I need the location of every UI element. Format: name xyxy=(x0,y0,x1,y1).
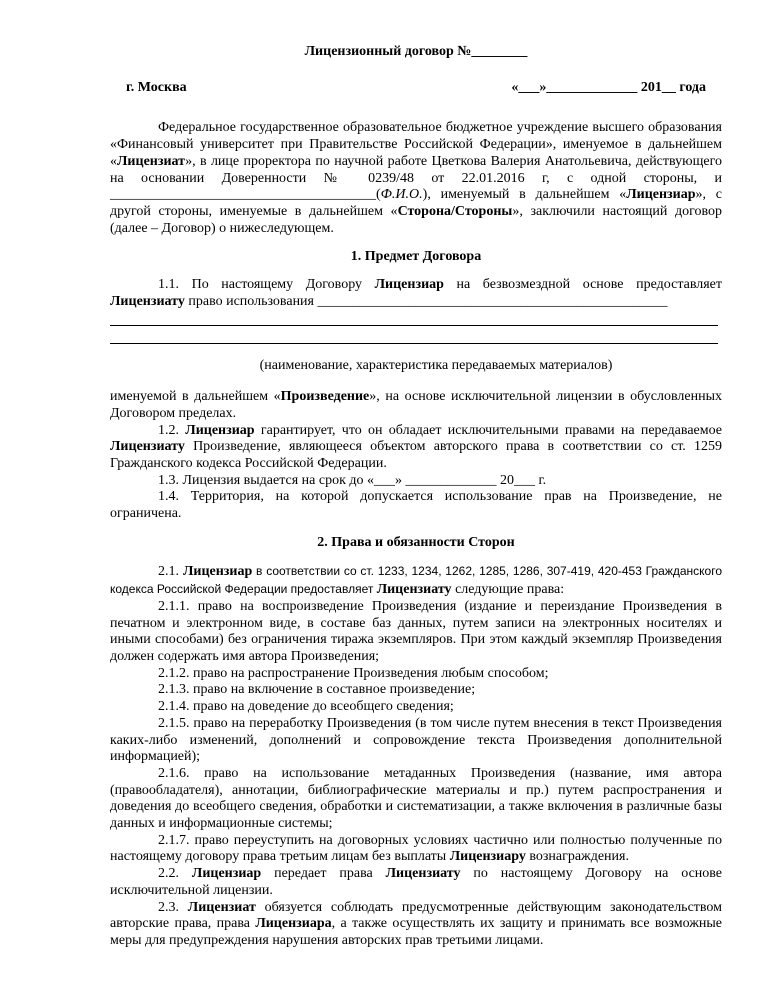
clause-1-3: 1.3. Лицензия выдается на срок до «___» _____________ 20___ г. xyxy=(158,472,547,488)
document-page xyxy=(110,40,722,950)
intro-paragraph: Федеральное государственное образовательное бюджетное учреждение высшего образования «Финансовый университет при Правительстве Российской Федерации», именуемое в дальнейшем «Лицензиат», в лице проректора по научной работе Цветкова Валерия Анатольевича, действующего на основании Доверенности № 0239/48 от 22.01.2016 г, с одной стороны, и ______________________________________(Ф.И.О.), именуемый в дальнейшем «Лицензиар», с другой стороны, именуемые в дальнейшем «Сторона/Стороны», заключили настоящий договор (далее – Договор) о нижеследующем. xyxy=(110,120,723,236)
blank-line xyxy=(110,310,718,326)
licensee-term: Лицензиат xyxy=(117,153,186,169)
clause-2-1-3: 2.1.3. право на включение в составное произведение; xyxy=(158,682,476,698)
clause-2-1-4: 2.1.4. право на доведение до всеобщего сведения; xyxy=(158,699,454,715)
clause-2-1-2: 2.1.2. право на распространение Произведения любым способом; xyxy=(158,665,549,681)
clause-2-1-1: 2.1.1. право на воспроизведение Произведения (издание и переиздание Произведения в печатном и электронном виде, в составе баз данных, путем записи на электронных носителях и иными способами) без ограничения тиража экземпляров. При этом каждый экземпляр Произведения должен содержать имя автора Произведения; xyxy=(110,598,722,664)
fio-placeholder: Ф.И.О. xyxy=(380,187,423,203)
materials-caption: (наименование, характеристика передаваемых материалов) xyxy=(259,358,613,374)
blank-line xyxy=(110,328,718,344)
clause-2-1-5: 2.1.5. право на переработку Произведения (в том числе путем внесения в текст Произведения каких-либо изменений, дополнений и сопровождение текста Произведения дополнительной информацией); xyxy=(110,715,722,765)
clause-2-2: 2.2. Лицензиар передает права Лицензиату по настоящему Договору на основе исключительной лицензии. xyxy=(110,866,723,898)
clause-1-4: 1.4. Территория, на которой допускается использование прав на Произведение, не ограничена. xyxy=(110,489,722,522)
date-field: «___»_____________ 201__ года xyxy=(511,79,706,95)
clause-1-2: 1.2. Лицензиар гарантирует, что он обладает исключительными правами на передаваемое Лицензиату Произведение, являющееся объектом авторского права в соответствии со ст. 1259 Гражданского кодекса Российской Федерации. xyxy=(110,422,722,471)
city: г. Москва xyxy=(126,79,187,95)
clause-1-1: 1.1. По настоящему Договору Лицензиар на безвозмездной основе предоставляет Лицензиату право использования __________________________________________________ xyxy=(110,277,722,309)
section-1-heading: 1. Предмет Договора xyxy=(350,249,482,265)
clause-1-1-cont: именуемой в дальнейшем «Произведение», на основе исключительной лицензии в обусловленных Договором пределах. xyxy=(110,389,722,421)
clause-2-1-7: 2.1.7. право переуступить на договорных условиях частично или полностью полученные по настоящему договору права третьим лицам без выплаты Лицензиару вознаграждения. xyxy=(110,832,722,865)
licensor-term: Лицензиар xyxy=(626,187,696,203)
city-date-line xyxy=(110,80,722,97)
clause-2-1-6: 2.1.6. право на использование метаданных Произведения (название, имя автора (правообладателя), аннотации, библиографические материалы и пр.) путем распространения и доведения до всеобщего сведения, обработки и систематизации, а также включения в различные базы данных и информационные системы; xyxy=(110,765,722,832)
clause-2-1: 2.1. Лицензиар в соответствии со ст. 1233, 1234, 1262, 1285, 1286, 307-419, 420-453 Гражданского кодекса Российской Федерации предоставляет Лицензиату следующие права: xyxy=(110,564,723,598)
document-title: Лицензионный договор №________ xyxy=(304,44,528,59)
parties-term: Сторона/Стороны xyxy=(397,203,513,219)
section-2-heading: 2. Права и обязанности Сторон xyxy=(317,534,515,550)
clause-2-3: 2.3. Лицензиат обязуется соблюдать предусмотренные действующим законодательством авторские права, права Лицензиара, а также осуществлять их защиту и принимать все возможные меры для предупреждения нарушения авторских прав третьими лицами. xyxy=(110,899,723,948)
